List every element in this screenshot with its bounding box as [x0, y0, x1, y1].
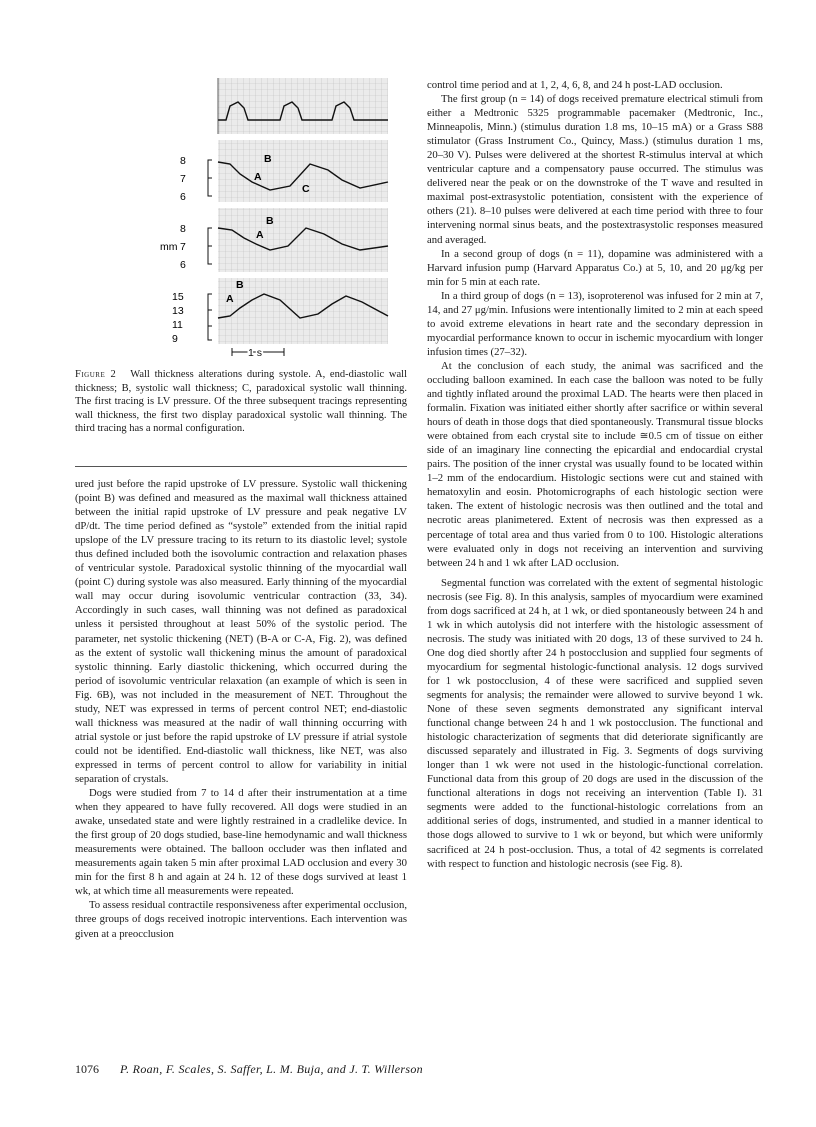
panel-2-letter-b: B — [266, 215, 274, 227]
unit-label: mm — [160, 241, 178, 253]
tick-label: 8 — [180, 223, 186, 235]
page-number: 1076 — [75, 1062, 99, 1076]
y-axis-panel-3 — [208, 294, 212, 340]
caption-text: Wall thickness alterations during systole. A, end-diastolic wall thickness; B, systolic wall thickness; C, paradoxical systolic wall thinning. The first tracing is LV pressure. Of the three subsequent tracings representing wall thickness, the first two display paradoxical systolic wall thinning. The third tracing has a normal configuration. — [75, 369, 407, 435]
wall-thickness-tracing-1 — [218, 140, 388, 202]
wall-thickness-tracing-2 — [218, 208, 388, 272]
tick-label: 11 — [172, 319, 183, 331]
panel-2-letter-a: A — [256, 229, 264, 241]
tick-label: 7 — [180, 173, 186, 185]
figure-2-tracings — [160, 78, 390, 360]
tick-label: 6 — [180, 191, 186, 203]
tick-label: 8 — [180, 155, 186, 167]
tick-label: 7 — [180, 241, 186, 253]
page-footer — [75, 1062, 775, 1077]
paragraph: At the conclusion of each study, the animal was sacrificed and the occluding balloon examined. In each case the balloon was noted to be fully and tightly inflated around the proximal LAD. The hearts were then placed in formalin. Fixation was initiated either shortly after sacrifice or within several hours of death in those dogs that died spontaneously. Transmural tissue blocks were obtained from each crystal site to include ≅0.5 cm of tissue on either side of an imaginary line connecting the epicardial and endocardial crystal pairs. The position of the inner crystal was usually found to be located within 1–2 mm of the endocardium. Histologic sections were cut and stained with hematoxylin and eosin. Photomicrographs of each histologic section were taken. The extent of histologic necrosis was then outlined and the total and necrotic areas planimetered. Extent of necrosis was then expressed as a percentage of total area and thus varied from 0 to 100. Histologic alterations were evaluated only in dogs not receiving an intervention and surviving between 24 h and 1 wk after LAD occlusion. — [427, 359, 763, 569]
y-axis-panel-1 — [208, 160, 212, 196]
paragraph: control time period and at 1, 2, 4, 6, 8, and 24 h post-LAD occlusion. — [427, 79, 723, 91]
paragraph: In a second group of dogs (n = 11), dopamine was administered with a Harvard infusion pump (Harvard Apparatus Co.) at 5, 10, and 20 μg/kg per min for 5 min at each rate. — [427, 247, 763, 288]
left-column — [75, 477, 407, 941]
tick-label: 9 — [172, 333, 178, 345]
lv-pressure-tracing — [218, 78, 388, 134]
paragraph: In a third group of dogs (n = 13), isoproterenol was infused for 2 min at 7, 14, and 27 μg/min. Infusions were intentionally limited to 2 min at each speed to avoid extreme elevations in heart rate and the secondary depression in myocardial performance known to occur in ischemic myocardium with longer infusion times (27–32). — [427, 289, 763, 358]
wall-thickness-tracing-3 — [218, 278, 388, 344]
caption-label: Figure 2 — [75, 369, 117, 380]
paragraph: Segmental function was correlated with the extent of segmental histologic necrosis (see Fig. 8). In this analysis, samples of myocardium were examined from dogs sacrificed at 24 h, at 1 wk, or died spontaneously between 24 h and 1 wk in which autolysis did not interfere with the histologic assessment of necrosis. The study was initiated with 20 dogs, 13 of these survived to 24 h. One dog died shortly after 24 h postocclusion and supplied four segments of myocardium for segmental histologic-functional analysis. 12 dogs survived for 1 wk postocclusion, 4 of these were sacrificed and supplied seven segments for analysis; the remainder were allowed to survive beyond 1 wk. None of these seven segments demonstrated any significant interval functional change between 24 h and 1 wk postocclusion. The functional and histologic characterization of segments that did deteriorate significantly are discussed separately and illustrated in Fig. 3. Segments of dogs surviving longer than 1 wk were not used in the histologic-functional correlation. Functional data from this group of 20 dogs are used in the discussion of the functional alterations in dogs not receiving an intervention (Table I). 31 segments were added to the functional-histologic correlations from an additional series of dogs, instrumented, and studied in a manner identical to those dogs allowed to survive to 1 wk or beyond, but which were uniformly sacrificed at 24 h post-occlusion. Thus, a total of 42 segments is correlated with respect to function and histologic necrosis (see Fig. 8). — [427, 576, 763, 870]
right-column — [427, 78, 763, 871]
paragraph: ured just before the rapid upstroke of LV pressure. Systolic wall thickening (point B) was defined and measured as the maximal wall thickness attained between the initial rapid upstroke of LV pressure and peak negative LV dP/dt. The time period defined as “systole” extended from the initial rapid upslope of the LV pressure tracing to its return to its diastolic level; systole thus defined included both the isovolumic contraction and relaxation phases of ventricular systole. Paradoxical systolic thinning of the myocardial wall (point C) during systole was also measured. Early thinning of the myocardial wall may occur during isovolumic ventricular contraction (33, 34). Accordingly in such cases, wall thinning was not defined as paradoxical unless it persisted throughout at least 50% of the systolic period. The parameter, net systolic thickening (NET) (B-A or C-A, Fig. 2), was defined as the extent of systolic wall thickening minus the amount of paradoxical systolic thinning. Early diastolic thickening, which occurred during the period of isovolumic ventricular relaxation (an example of which is seen in Fig. 6B), was not included in the measurement of NET. Throughout the study, NET was expressed in terms of percent control NET; end-diastolic wall thickness was measured at the nadir of wall thinning occurring with atrial systole or just before the rapid upstroke of LV pressure if atrial systole could not be identified. End-diastolic wall thickness, like NET, was also expressed in terms of percent control to allow for variability in initial separation of crystals. — [75, 478, 407, 785]
tick-label: 6 — [180, 259, 186, 271]
panel-1-letter-a: A — [254, 171, 262, 183]
paragraph: To assess residual contractile responsiveness after experimental occlusion, three groups of dogs received inotropic interventions. Each intervention was given at a preocclusion — [75, 899, 407, 940]
tick-label: 13 — [172, 305, 184, 317]
panel-1-letter-c: C — [302, 183, 310, 195]
panel-3-letter-b: B — [236, 279, 244, 291]
y-axis-panel-2 — [208, 228, 212, 264]
paragraph: The first group (n = 14) of dogs received premature electrical stimuli from either a Medtronic 5325 programmable pacemaker (Medtronic, Inc., Minneapolis, Minn.) (stimulus duration 1.8 ms, 10–15 mA) or a Grass S88 stimulator (Grass Instrument Co., Quincy, Mass.) (stimulus duration 1 ms, 20–30 V). Pulses were delivered at the shortest R-stimulus interval at which ventricular capture and a compensatory pause occurred. The stimulus was delivered near the peak or on the downstroke of the T wave and resulted in maximal post-extrasystolic potentiation, consistent with the experience of others (21). 8–10 pulses were delivered at each time period with three to four intervening normal sinus beats, and the postextrasystolic responses measured and averaged. — [427, 93, 763, 246]
paragraph: Dogs were studied from 7 to 14 d after their instrumentation at a time when they appeared to have fully recovered. All dogs were studied in an awake, unsedated state and were lightly restrained in a cradlelike device. In the first group of 20 dogs studied, base-line hemodynamic and wall thickness measurements were obtained. The balloon occluder was then inflated and measurements again taken 5 min after proximal LAD occlusion and every 30 min for the first 8 h and again at 24 h. 12 of these dogs survived at least 1 wk, at which time all measurements were repeated. — [75, 787, 407, 898]
caption-divider — [75, 466, 407, 467]
author-list: P. Roan, F. Scales, S. Saffer, L. M. Buja, and J. T. Willerson — [120, 1062, 423, 1076]
panel-3-letter-a: A — [226, 293, 234, 305]
tick-label: 15 — [172, 291, 184, 303]
panel-1-letter-b: B — [264, 153, 272, 165]
figure-caption — [75, 368, 407, 436]
time-scale-label: 1 s — [248, 347, 263, 359]
